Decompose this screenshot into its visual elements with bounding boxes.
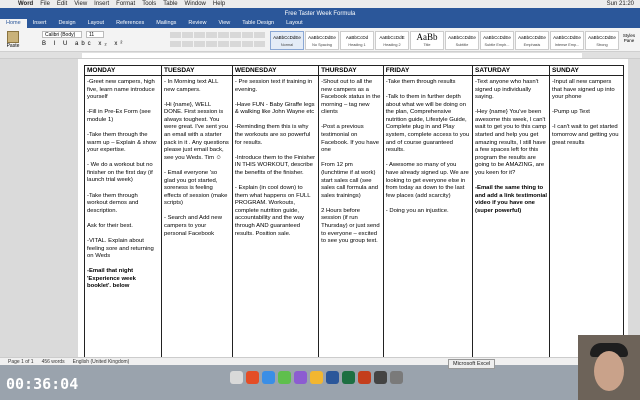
cell-paragraph: -Take them through results (385, 79, 456, 85)
cell-paragraph: - In Morning text ALL new campers. (164, 79, 219, 93)
style-normal[interactable] (270, 31, 304, 50)
style-sample: AaBbCcDdEe (448, 35, 476, 40)
menubar-clock: Sun 21:20 (606, 1, 634, 7)
style-sample: AaBbCcDdEe (483, 35, 511, 40)
cell-paragraph: -Have FUN - Baby Giraffe legs & walking like John Wayne etc (234, 101, 315, 116)
style-name: Subtle Emph... (484, 43, 510, 47)
text-format-buttons[interactable]: B I U abc x₂ x² (42, 41, 126, 47)
cell-paragraph: -Greet new campers, high five, learn name introduce yourself (87, 79, 155, 101)
cell-sunday[interactable] (550, 76, 624, 358)
style-emphasis[interactable] (515, 31, 549, 50)
cell-tuesday[interactable] (162, 76, 233, 358)
clipboard-icon (7, 31, 19, 43)
cell-paragraph: 2 Hours before session (if run Thursday) or just send to everyone – excited to see you group text. (321, 207, 380, 245)
powerpoint-icon[interactable] (358, 371, 371, 384)
style-name: Heading 2 (383, 43, 401, 47)
table-header-row (85, 66, 624, 76)
horizontal-ruler[interactable] (0, 52, 640, 59)
cell-paragraph: -I can't wait to get started tomorrow and getting you great results (552, 124, 619, 146)
webcam-overlay (578, 335, 640, 400)
status-bar (0, 357, 640, 365)
style-name: Intense Emp... (554, 43, 580, 47)
menu-file[interactable]: File (40, 1, 50, 7)
menu-insert[interactable]: Insert (94, 1, 110, 7)
menu-help[interactable]: Help (212, 1, 226, 7)
window-titlebar (0, 8, 640, 19)
cell-paragraph: -Post a previous testimonial on Facebook. If you have one (321, 124, 380, 154)
header-saturday[interactable]: SATURDAY (473, 66, 550, 76)
word-count[interactable]: 456 words (41, 358, 65, 365)
cell-paragraph: - Explain (in cool down) to them what happens on FULL PROGRAM. Workouts, complete nutrition guide, accountability and the way through AND guaranteed results. Position sale. (234, 184, 311, 237)
cell-paragraph: -Reminding them this is why the workouts are so powerful for results. (234, 124, 311, 146)
ribbon-tabs (0, 19, 640, 28)
presenter-face (594, 351, 624, 391)
cell-saturday[interactable] (473, 76, 550, 358)
menu-tools[interactable]: Tools (142, 1, 157, 7)
cell-paragraph: -Input all new campers that have signed up into your phone (552, 79, 615, 101)
app-menu-word[interactable]: Word (18, 1, 34, 7)
cell-paragraph: - Awesome so many of you have already signed up. We are looking to get everyone else in from today as down to the last few places (add scarcity) (385, 162, 469, 199)
tab-table-design[interactable]: Table Design (242, 20, 275, 26)
cell-paragraph: -Talk to them in further depth about what we will be doing on the plan, Comprehensive nutrition guide, Lifestyle Guide, Complete plug in and Play system, complete access to you and of course guaranteed results. (385, 94, 470, 154)
cell-paragraph: -Take them through the warm up – Explain & show your expertise. (87, 131, 157, 154)
menu-table[interactable]: Table (163, 1, 178, 7)
style-sample: AaBbCcDdE (379, 35, 405, 40)
notes-icon[interactable] (310, 371, 323, 384)
word-icon[interactable] (326, 371, 339, 384)
header-thursday[interactable]: THURSDAY (319, 66, 384, 76)
cell-friday[interactable] (383, 76, 472, 358)
menu-edit[interactable]: Edit (56, 1, 68, 7)
safari-icon[interactable] (262, 371, 275, 384)
cell-paragraph: - Email everyone 'so glad you got started, soreness is feeling effects of session (make scripts) (164, 169, 228, 207)
cell-paragraph: -Email that night 'Experience week booklet'. below (87, 268, 136, 290)
style-name: Strong (596, 43, 608, 47)
tab-layout[interactable]: Layout (87, 20, 105, 26)
font-name-select[interactable]: Calibri (Body) (42, 31, 82, 38)
messages-icon[interactable] (278, 371, 291, 384)
header-friday[interactable]: FRIDAY (383, 66, 472, 76)
cell-paragraph: - Search and Add new campers to your personal Facebook (164, 215, 222, 237)
excel-icon[interactable] (342, 371, 355, 384)
table-row (85, 76, 624, 358)
mac-menubar (0, 0, 640, 8)
terminal-icon[interactable] (374, 371, 387, 384)
cell-paragraph: -VITAL. Explain about feeling sore and returning on Weds (87, 237, 154, 260)
style-intense-emphasis[interactable] (550, 31, 584, 50)
style-name: Normal (280, 43, 294, 47)
page-count[interactable]: Page 1 of 1 (8, 358, 34, 365)
cell-paragraph: -Email the same thing to and add a link testimonial video if you have one (super powerful) (475, 185, 548, 214)
style-sample: AaBb (416, 32, 438, 42)
cell-thursday[interactable] (319, 76, 384, 358)
font-size-select[interactable]: 11 (86, 31, 104, 38)
cell-paragraph: From 12 pm (lunchtime if at work) start sales call (see sales call formula and sales trainings) (321, 162, 379, 199)
document-canvas[interactable] (0, 59, 640, 357)
chrome-icon[interactable] (246, 371, 259, 384)
weekly-plan-table[interactable] (84, 65, 624, 357)
paragraph-controls[interactable] (170, 32, 265, 48)
cell-paragraph: - We do a workout but no finisher on the first day (if launch trial week) (87, 162, 153, 184)
style-no-spacing[interactable] (305, 31, 339, 50)
styles-gallery (270, 31, 620, 50)
style-sample: AaBbCcDd (345, 35, 369, 40)
style-name: Title (423, 43, 431, 47)
style-sample: AaBbCcDdEe (553, 35, 581, 40)
cell-paragraph: -Take them through workout demos and description. (87, 192, 139, 214)
tab-table-layout[interactable]: Layout (286, 20, 303, 26)
style-name: Emphasis (523, 43, 541, 47)
cell-paragraph: -Text anyone who hasn't signed up individually saying. (475, 79, 539, 101)
tab-view[interactable]: View (218, 20, 231, 26)
style-sample: AaBbCcDdEe (308, 35, 336, 40)
cell-paragraph: Ask for their best. (87, 222, 133, 229)
style-title[interactable] (410, 31, 444, 50)
dock-tooltip: Microsoft Excel (448, 359, 495, 369)
header-monday[interactable]: MONDAY (85, 66, 162, 76)
style-subtle-emphasis[interactable] (480, 31, 514, 50)
style-heading-2[interactable] (375, 31, 409, 50)
style-name: Subtitle (455, 43, 469, 47)
header-tuesday[interactable]: TUESDAY (162, 66, 233, 76)
style-name: Heading 1 (348, 43, 366, 47)
styles-pane-button[interactable]: Styles Pane (622, 33, 636, 43)
document-title: Free Taster Week Formula (284, 10, 356, 17)
mac-dock (0, 365, 640, 400)
language-indicator[interactable]: English (United Kingdom) (72, 358, 130, 365)
cell-paragraph: -Introduce them to the Finisher IN THIS WORKOUT, describe the benefits of the finisher. (234, 154, 316, 176)
style-name: No Spacing (312, 43, 332, 47)
style-sample: AaBbCcDdEe (588, 35, 616, 40)
cell-paragraph: -Pump up Text (552, 109, 590, 116)
cell-wednesday[interactable] (232, 76, 318, 358)
tab-references[interactable]: References (116, 20, 145, 26)
paste-button[interactable] (4, 31, 22, 49)
cell-paragraph: -Hey {name} You've been awesome this week, I can't wait to get you to this camp started and help you get amazing results, I still have a few spaces left for this program the results are going to be AMAZING, are you keen for it? (475, 109, 547, 177)
tab-mailings[interactable]: Mailings (156, 20, 177, 26)
header-wednesday[interactable]: WEDNESDAY (232, 66, 318, 76)
cell-paragraph: -Fill in Pre-Ex Form (see module 1) (87, 109, 151, 123)
style-sample: AaBbCcDdEe (273, 35, 301, 40)
header-sunday[interactable]: SUNDAY (550, 66, 624, 76)
paste-label: Paste (6, 43, 20, 49)
app-icon[interactable] (294, 371, 307, 384)
menu-view[interactable]: View (74, 1, 88, 7)
style-sample: AaBbCcDdEe (518, 35, 546, 40)
style-subtitle[interactable] (445, 31, 479, 50)
cell-paragraph: - Doing you an injustice. (385, 207, 449, 214)
style-heading-1[interactable] (340, 31, 374, 50)
tab-insert[interactable]: Insert (32, 20, 47, 26)
home-ribbon (0, 28, 640, 52)
menu-format[interactable]: Format (116, 1, 136, 7)
cell-paragraph: - Pre session text if training in evening. (234, 79, 313, 93)
cell-paragraph: -Hi {name}, WELL DONE. First session is always toughest. You were great. I've sent you an email with a starter pack in it . Any questions please just email back, see you Weds. Tim ☺ (164, 101, 229, 161)
cell-paragraph: -Shout out to all the new campers as a Facebook status in the morning – tag new clients (321, 79, 381, 116)
cell-monday[interactable] (85, 76, 162, 358)
recording-timer: 00:36:04 (6, 375, 79, 393)
menu-window[interactable]: Window (184, 1, 206, 7)
tab-home[interactable]: Home (0, 19, 27, 28)
tab-review[interactable]: Review (188, 20, 207, 26)
document-page[interactable] (78, 59, 628, 357)
trash-icon[interactable] (390, 371, 403, 384)
tab-design[interactable]: Design (58, 20, 76, 26)
style-strong[interactable] (585, 31, 619, 50)
finder-icon[interactable] (230, 371, 243, 384)
